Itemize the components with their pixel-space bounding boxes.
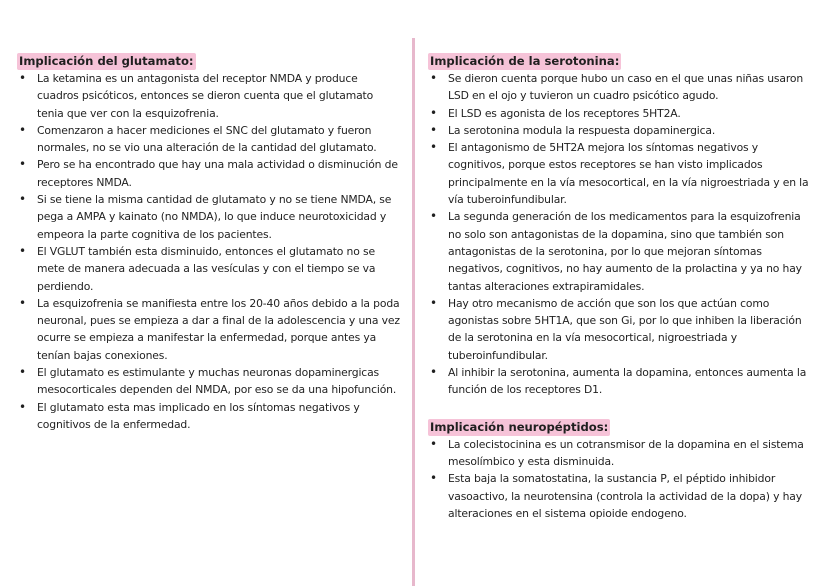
list-item: • La serotonina modula la respuesta dopaminergica.	[428, 122, 816, 139]
right-column	[428, 50, 816, 522]
serotonina-heading: Implicación de la serotonina:	[430, 54, 620, 68]
neuropeptidos-heading: Implicación neuropéptidos:	[430, 419, 609, 434]
list-item: • La colecistocinina es un cotransmisor de la dopamina en el sistema mesolímbico y esta disminuida.	[428, 436, 816, 471]
list-item: • Esta baja la somatostatina, la sustancia P, el péptido inhibidor vasoactivo, la neurotensina (controla la actividad de la dopa) y hay alteraciones en el sistema opioide endogeno.	[428, 470, 816, 522]
glutamato-heading: Implicación del glutamato:	[19, 54, 194, 68]
column-divider	[412, 38, 415, 586]
list-item: • Al inhibir la serotonina, aumenta la dopamina, entonces aumenta la función de los receptores D1.	[428, 364, 816, 399]
list-item: • El antagonismo de 5HT2A mejora los síntomas negativos y cognitivos, porque estos receptores se han visto implicados principalmente en la vía mesocortical, en la vía nigroestriada y en la vía tuberoinfundibular.	[428, 139, 816, 208]
list-item: • Se dieron cuenta porque hubo un caso en el que unas niñas usaron LSD en el ojo y tuvieron un cuadro psicótico agudo.	[428, 70, 816, 105]
list-item: • La ketamina es un antagonista del receptor NMDA y produce cuadros psicóticos, entonces se dieron cuenta que el glutamato tenia que ver con la esquizofrenia.	[17, 70, 402, 122]
list-item: • El LSD es agonista de los receptores 5HT2A.	[428, 105, 816, 122]
list-item: • Hay otro mecanismo de acción que son los que actúan como agonistas sobre 5HT1A, que son Gi, por lo que inhiben la liberación de la serotonina en la vía mesocortical, nigroestriada y tuberoinfundibular.	[428, 295, 816, 364]
list-item: • El VGLUT también esta disminuido, entonces el glutamato no se mete de manera adecuada a las vesículas y con el tiempo se va perdiendo.	[17, 243, 402, 295]
glutamato-list	[17, 70, 402, 433]
list-item: • La esquizofrenia se manifiesta entre los 20-40 años debido a la poda neuronal, pues se empieza a dar a final de la adolescencia y una vez ocurre se empieza a manifestar la enfermedad, porque antes ya tenían bajas conexiones.	[17, 295, 402, 364]
list-item: • Comenzaron a hacer mediciones el SNC del glutamato y fueron normales, no se vio una alteración de la cantidad del glutamato.	[17, 122, 402, 157]
serotonina-list	[428, 70, 816, 399]
list-item: • El glutamato es estimulante y muchas neuronas dopaminergicas mesocorticales dependen del NMDA, por eso se da una hipofunción.	[17, 364, 402, 399]
neuropeptidos-list	[428, 436, 816, 522]
list-item: • La segunda generación de los medicamentos para la esquizofrenia no solo son antagonistas de la dopamina, sino que también son antagonistas de la serotonina, por lo que mejoran síntomas negativos, cognitivos, no hay aumento de la prolactina y ya no hay tantas alteraciones extrapiramidales.	[428, 208, 816, 294]
list-item: • El glutamato esta mas implicado en los síntomas negativos y cognitivos de la enfermedad.	[17, 399, 402, 434]
list-item: • Si se tiene la misma cantidad de glutamato y no se tiene NMDA, se pega a AMPA y kainato (no NMDA), lo que induce neurotoxicidad y empeora la parte cognitiva de los pacientes.	[17, 191, 402, 243]
list-item: • Pero se ha encontrado que hay una mala actividad o disminución de receptores NMDA.	[17, 156, 402, 191]
left-column	[17, 50, 402, 433]
